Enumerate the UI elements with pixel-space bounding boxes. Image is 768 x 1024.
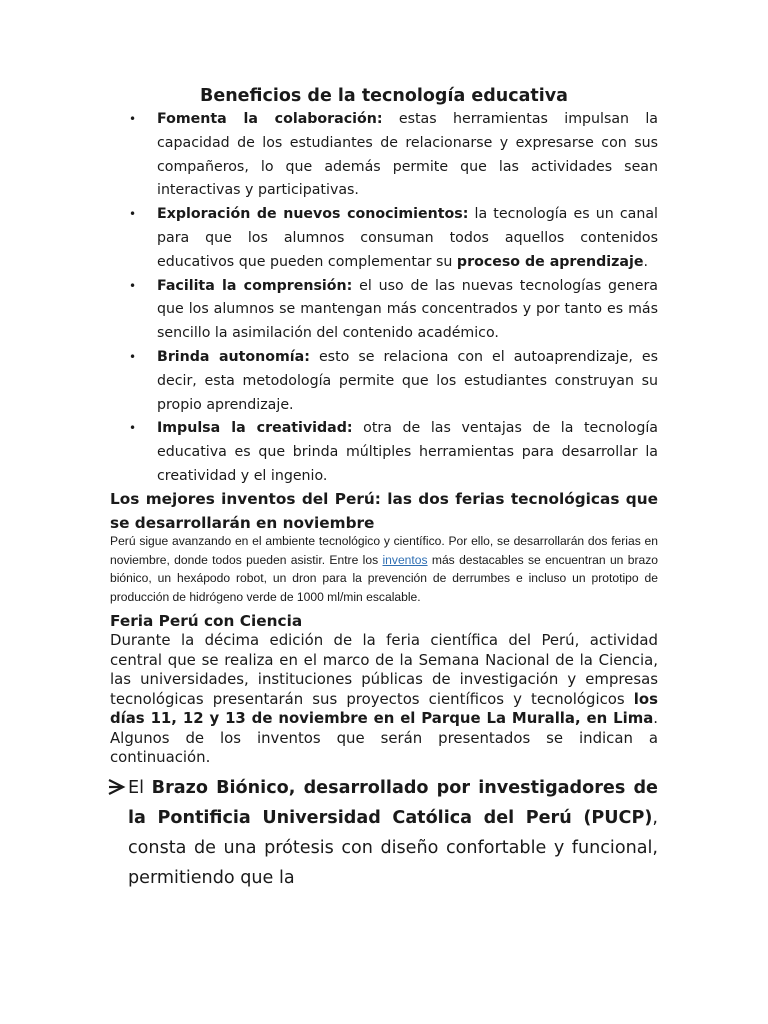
benefit-text: esto se relaciona con el autoaprendizaje, es decir, esta metodología permite que los estudiantes construyan su propio aprendizaje. xyxy=(157,348,659,413)
list-item xyxy=(110,275,658,346)
section-paragraph-inventos xyxy=(110,532,658,606)
benefit-lead: Impulsa la creatividad: xyxy=(157,420,353,437)
benefits-list xyxy=(110,108,658,489)
section-heading-inventos: Los mejores inventos del Perú: las dos ferias tecnológicas que se desarrollarán en noviembre xyxy=(110,490,658,532)
section-heading-feria: Feria Perú con Ciencia xyxy=(110,612,303,630)
benefit-lead: Facilita la comprensión: xyxy=(157,277,353,294)
benefit-text: la tecnología es un canal para que los alumnos consuman todos aquellos contenidos educativos que pueden complementar su xyxy=(157,206,658,270)
paragraph-bold: los días 11, 12 y 13 de noviembre en el Parque La Muralla, en Lima xyxy=(110,689,658,727)
bullet-icon: • xyxy=(129,349,137,364)
section-paragraph-feria xyxy=(110,631,658,768)
bullet-icon: • xyxy=(129,421,137,436)
arrow-item-bold: Brazo Biónico, desarrollado por investigadores de la Pontificia Universidad Católica del Perú (PUCP) xyxy=(128,778,658,828)
document-title: Beneficios de la tecnología educativa xyxy=(200,86,568,106)
arrow-item-intro: El xyxy=(128,778,152,798)
benefit-text: el uso de las nuevas tecnologías genera que los alumnos se mantengan más concentrados y por tanto es más sencillo la asimilación del contenido académico. xyxy=(157,277,658,342)
benefit-tail: . xyxy=(643,253,649,270)
benefit-text: otra de las ventajas de la tecnología educativa es que brinda múltiples herramientas para desarrollar la creatividad y el ingenio. xyxy=(157,420,659,484)
paragraph-text: Perú sigue avanzando en el ambiente tecnológico y científico. Por ello, se desarrollarán dos ferias en noviembre, donde todos pueden asistir. Entre los xyxy=(110,534,658,567)
list-item xyxy=(110,203,658,274)
paragraph-text: más destacables se encuentran un brazo biónico, un hexápodo robot, un dron para la prevención de derrumbes e incluso un prototipo de producción de hidrógeno verde de 1000 ml/min escalable. xyxy=(110,552,659,604)
paragraph-text: . Algunos de los inventos que serán presentados se indican a continuación. xyxy=(110,709,658,766)
benefit-emphasis: proceso de aprendizaje xyxy=(456,253,644,270)
benefit-lead: Brinda autonomía: xyxy=(157,348,310,365)
arrow-list-item xyxy=(110,773,658,893)
list-item xyxy=(110,346,658,417)
paragraph-text: Durante la décima edición de la feria científica del Perú, actividad central que se realiza en el marco de la Semana Nacional de la Ciencia, las universidades, instituciones públicas de investigación y empresas tecnológicas presentarán sus proyectos científicos y tecnológicos xyxy=(110,631,658,708)
bullet-icon: • xyxy=(129,112,137,126)
list-item xyxy=(110,417,658,488)
arrow-bullet-icon xyxy=(106,776,128,798)
arrow-item-rest: , consta de una prótesis con diseño confortable y funcional, permitiendo que la xyxy=(128,808,658,888)
list-item xyxy=(110,108,658,203)
bullet-icon: • xyxy=(129,207,137,222)
inventos-link[interactable]: inventos xyxy=(382,552,428,567)
benefit-text: estas herramientas impulsan la capacidad de los estudiantes de relacionarse y expresarse con sus compañeros, lo que además permite que las actividades sean interactivas y participativas. xyxy=(157,111,659,199)
benefit-lead: Fomenta la colaboración: xyxy=(157,111,383,127)
arrow-item-text xyxy=(110,773,658,893)
bullet-icon: • xyxy=(129,278,137,293)
benefit-lead: Exploración de nuevos conocimientos: xyxy=(157,206,469,223)
